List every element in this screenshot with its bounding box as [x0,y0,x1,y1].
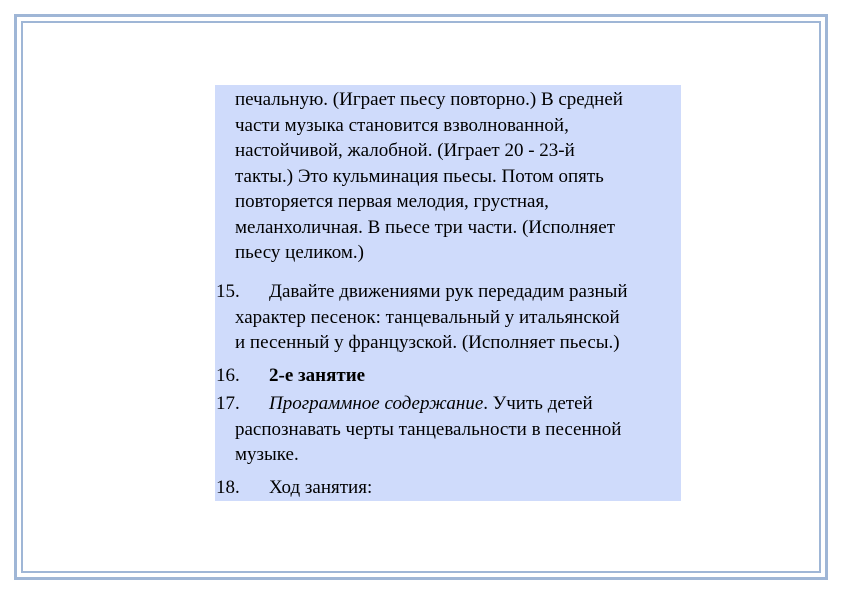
list-item-16 [215,363,681,389]
text-line: печальную. (Играет пьесу повторно.) В средней [235,89,623,110]
list-item-18 [215,475,681,501]
item-number: 18. [216,477,240,498]
text-line: настойчивой, жалобной. (Играет 20 - 23-й [235,140,575,161]
text-line: повторяется первая мелодия, грустная, [235,191,549,212]
text-line: пьесу целиком.) [235,242,364,263]
continuation-paragraph [215,87,681,266]
text-line: характер песенок: танцевальный у итальянской [235,306,620,328]
text-line: и песенный у французской. (Исполняет пьесы.) [235,332,620,353]
text-line [215,391,681,417]
text-line: меланхоличная. В пьесе три части. (Исполняет [235,216,615,238]
list-item-15 [215,279,681,356]
text-line: части музыка становится взволнованной, [235,114,569,136]
text-line: Давайте движениями рук передадим разный [269,281,628,302]
lesson-heading: 2-е занятие [269,365,366,386]
text-line: Ход занятия: [269,477,373,498]
text-line: музыке. [235,444,299,465]
list-item-17 [215,391,681,468]
text-block [215,85,681,501]
text-line: распознавать черты танцевальности в песенной [235,418,622,440]
italic-term: Программное содержание [269,393,484,414]
item-number: 15. [216,281,240,302]
text-run: . Учить детей [483,393,593,414]
text-line: такты.) Это кульминация пьесы. Потом опять [235,165,604,187]
item-number: 16. [216,365,240,386]
item-number: 17. [216,393,240,414]
